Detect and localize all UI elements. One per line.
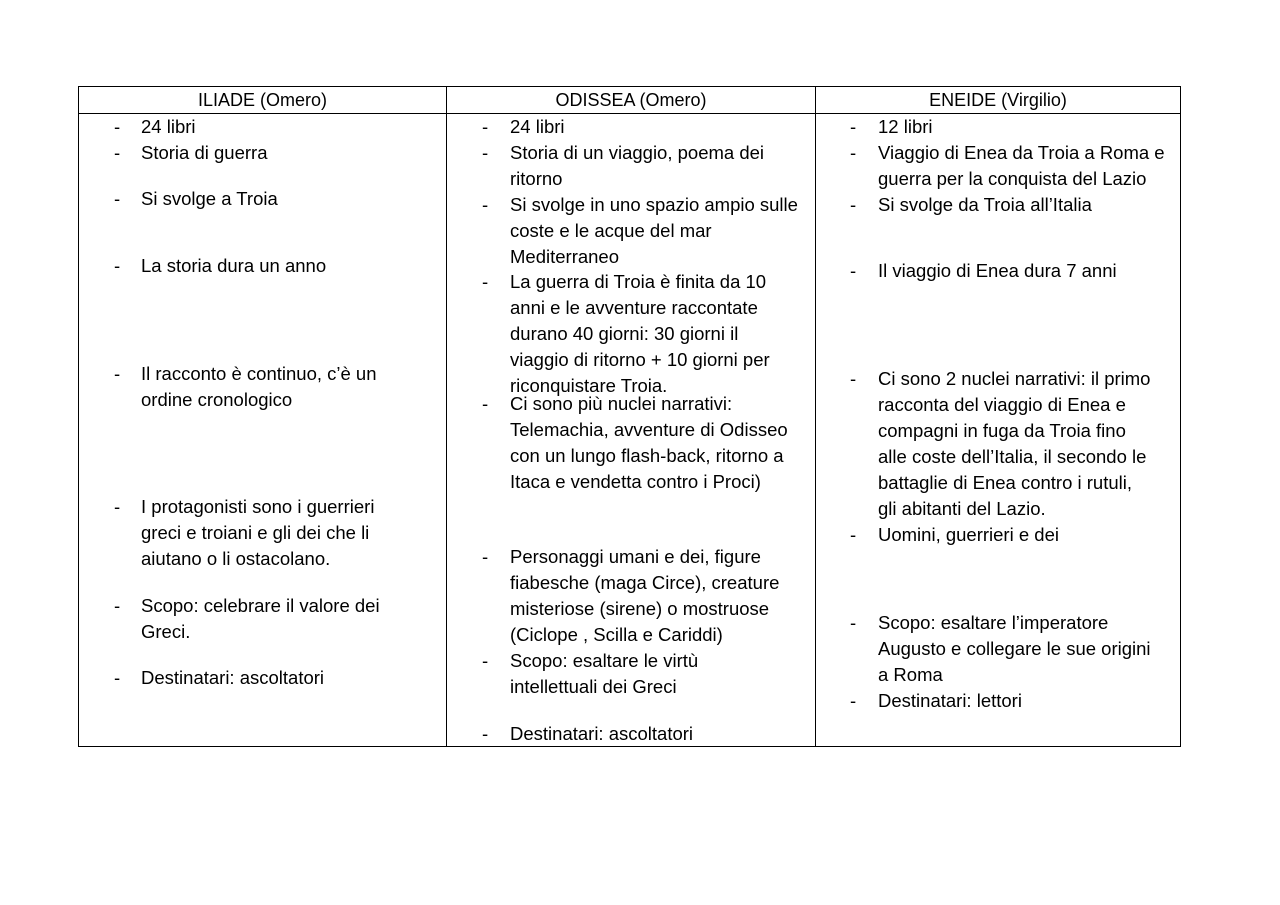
list-item [510, 114, 565, 140]
list-item-line: Ci sono 2 nuclei narrativi: il primo [878, 368, 1151, 389]
list-item [510, 140, 764, 192]
list-item-line: intellettuali dei Greci [510, 676, 677, 697]
bullet-dash: - [114, 116, 121, 137]
bullet-dash: - [114, 667, 121, 688]
list-item-line: La storia dura un anno [141, 255, 327, 276]
list-item-line: Greci. [141, 621, 191, 642]
list-item-line: guerra per la conquista del Lazio [878, 168, 1147, 189]
bullet-dash: - [850, 690, 857, 711]
list-item-line: 12 libri [878, 116, 933, 137]
header-eneide: ENEIDE (Virgilio) [929, 90, 1067, 110]
bullet-dash: - [114, 363, 121, 384]
list-item [141, 186, 278, 212]
bullet-dash: - [850, 524, 857, 545]
bullet-dash: - [850, 142, 857, 163]
list-item [878, 140, 1165, 192]
header-odissea: ODISSEA (Omero) [555, 90, 707, 110]
bullet-dash: - [850, 116, 857, 137]
list-item-line: Uomini, guerrieri e dei [878, 524, 1059, 545]
bullet-dash: - [482, 142, 489, 163]
bullet-dash: - [482, 271, 489, 292]
list-item [141, 253, 326, 279]
list-item-line: compagni in fuga da Troia fino [878, 420, 1126, 441]
bullet-dash: - [114, 595, 121, 616]
list-item-line: fiabesche (maga Circe), creature [510, 572, 780, 593]
list-item-line: Destinatari: ascoltatori [141, 667, 325, 688]
list-item-line: (Ciclope , Scilla e Cariddi) [510, 624, 723, 645]
list-item [510, 269, 770, 399]
bullet-dash: - [482, 546, 489, 567]
list-item-line: viaggio di ritorno + 10 giorni per [510, 349, 770, 370]
list-item-line: battaglie di Enea contro i rutuli, [878, 472, 1133, 493]
list-item-line: misteriose (sirene) o mostruose [510, 598, 770, 619]
list-item [878, 688, 1022, 714]
header-iliade: ILIADE (Omero) [197, 90, 328, 110]
bullet-dash: - [482, 116, 489, 137]
list-item-line: Scopo: celebrare il valore dei [141, 595, 380, 616]
list-item-line: racconta del viaggio di Enea e [878, 394, 1126, 415]
bullet-dash: - [850, 368, 857, 389]
bullet-dash: - [850, 260, 857, 281]
list-item [510, 544, 779, 648]
bullet-dash: - [482, 723, 489, 744]
bullet-dash: - [114, 142, 121, 163]
list-item [141, 593, 380, 645]
list-item-line: Scopo: esaltare le virtù [510, 650, 699, 671]
list-item [510, 648, 698, 700]
list-item-line: Scopo: esaltare l’imperatore [878, 612, 1109, 633]
list-item-line: a Roma [878, 664, 943, 685]
list-item-line: Personaggi umani e dei, figure [510, 546, 761, 567]
list-item-line: Il racconto è continuo, c’è un [141, 363, 377, 384]
list-item-line: I protagonisti sono i guerrieri [141, 496, 375, 517]
list-item-line: Mediterraneo [510, 246, 620, 267]
list-item-line: durano 40 giorni: 30 giorni il [510, 323, 739, 344]
list-item-line: con un lungo flash-back, ritorno a [510, 445, 784, 466]
bullet-dash: - [482, 650, 489, 671]
list-item [878, 610, 1151, 688]
list-item-line: Destinatari: ascoltatori [510, 723, 694, 744]
list-item-line: coste e le acque del mar [510, 220, 712, 241]
list-item [141, 140, 267, 166]
bullet-dash: - [482, 393, 489, 414]
list-item [141, 361, 377, 413]
list-item [878, 366, 1150, 522]
list-item-line: La guerra di Troia è finita da 10 [510, 271, 767, 292]
list-item-line: ritorno [510, 168, 563, 189]
list-item [878, 258, 1117, 284]
bullet-dash: - [114, 496, 121, 517]
list-item [141, 494, 374, 572]
list-item [878, 114, 933, 140]
list-item-line: Si svolge a Troia [141, 188, 278, 209]
list-item-line: riconquistare Troia. [510, 375, 668, 396]
list-item-line: Storia di guerra [141, 142, 268, 163]
bullet-dash: - [114, 188, 121, 209]
list-item-line: Storia di un viaggio, poema dei [510, 142, 765, 163]
list-item [510, 391, 788, 495]
column-divider [815, 87, 816, 746]
list-item [878, 192, 1092, 218]
list-item-line: Il viaggio di Enea dura 7 anni [878, 260, 1117, 281]
list-item-line: Ci sono più nuclei narrativi: [510, 393, 733, 414]
list-item [510, 192, 798, 270]
list-item-line: 24 libri [510, 116, 565, 137]
list-item-line: Si svolge da Troia all’Italia [878, 194, 1092, 215]
list-item-line: 24 libri [141, 116, 196, 137]
list-item-line: Telemachia, avventure di Odisseo [510, 419, 788, 440]
list-item-line: Destinatari: lettori [878, 690, 1022, 711]
list-item-line: aiutano o li ostacolano. [141, 548, 331, 569]
list-item [878, 522, 1059, 548]
list-item-line: anni e le avventure raccontate [510, 297, 758, 318]
bullet-dash: - [114, 255, 121, 276]
list-item [510, 721, 693, 747]
list-item-line: gli abitanti del Lazio. [878, 498, 1046, 519]
list-item-line: greci e troiani e gli dei che li [141, 522, 370, 543]
list-item-line: Augusto e collegare le sue origini [878, 638, 1151, 659]
list-item-line: Itaca e vendetta contro i Proci) [510, 471, 761, 492]
bullet-dash: - [850, 194, 857, 215]
list-item-line: alle coste dell’Italia, il secondo le [878, 446, 1147, 467]
column-divider [446, 87, 447, 746]
bullet-dash: - [850, 612, 857, 633]
list-item-line: ordine cronologico [141, 389, 293, 410]
comparison-table [78, 86, 1181, 747]
list-item [141, 114, 196, 140]
list-item [141, 665, 324, 691]
table-header-row [79, 87, 1180, 114]
list-item-line: Viaggio di Enea da Troia a Roma e [878, 142, 1165, 163]
list-item-line: Si svolge in uno spazio ampio sulle [510, 194, 798, 215]
bullet-dash: - [482, 194, 489, 215]
